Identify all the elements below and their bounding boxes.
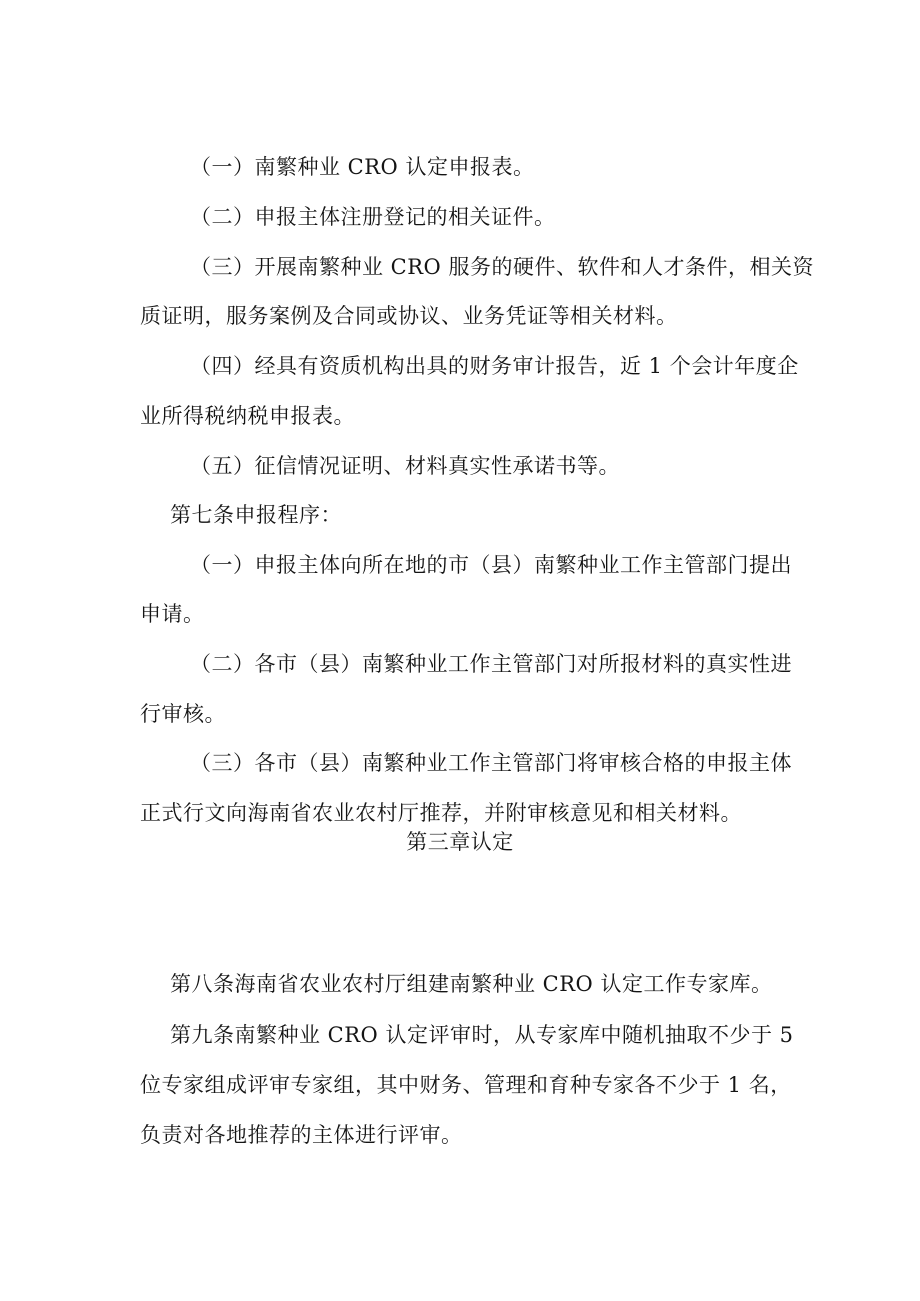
procedure-item-1-line-1: （一）申报主体向所在地的市（县）南繁种业工作主管部门提出: [190, 553, 792, 577]
procedure-item-3-line-2: 正式行文向海南省农业农村厅推荐，并附审核意见和相关材料。: [140, 801, 742, 825]
article-9-line-3: 负责对各地推荐的主体进行评审。: [140, 1123, 463, 1147]
paragraph-item-4-line-2: 业所得税纳税申报表。: [140, 404, 355, 428]
procedure-item-2-line-1: （二）各市（县）南繁种业工作主管部门对所报材料的真实性进: [190, 652, 792, 676]
procedure-item-3-line-1: （三）各市（县）南繁种业工作主管部门将审核合格的申报主体: [190, 751, 792, 775]
paragraph-item-5: （五）征信情况证明、材料真实性承诺书等。: [190, 454, 620, 478]
article-8: 第八条海南省农业农村厅组建南繁种业 CRO 认定工作专家库。: [170, 972, 773, 996]
chapter-title: 第三章认定: [406, 830, 514, 854]
paragraph-item-3-line-1: （三）开展南繁种业 CRO 服务的硬件、软件和人才条件，相关资: [190, 255, 814, 279]
article-7-heading: 第七条申报程序：: [170, 503, 342, 527]
procedure-item-1-line-2: 申请。: [140, 602, 205, 626]
paragraph-item-4-line-1: （四）经具有资质机构出具的财务审计报告，近 1 个会计年度企: [190, 354, 799, 378]
article-9-line-1: 第九条南繁种业 CRO 认定评审时，从专家库中随机抽取不少于 5: [170, 1023, 794, 1047]
paragraph-item-1: （一）南繁种业 CRO 认定申报表。: [190, 155, 535, 179]
article-9-line-2: 位专家组成评审专家组，其中财务、管理和育种专家各不少于 1 名，: [140, 1073, 792, 1097]
paragraph-item-3-line-2: 质证明，服务案例及合同或协议、业务凭证等相关材料。: [140, 304, 678, 328]
paragraph-item-2: （二）申报主体注册登记的相关证件。: [190, 205, 556, 229]
procedure-item-2-line-2: 行审核。: [140, 702, 226, 726]
